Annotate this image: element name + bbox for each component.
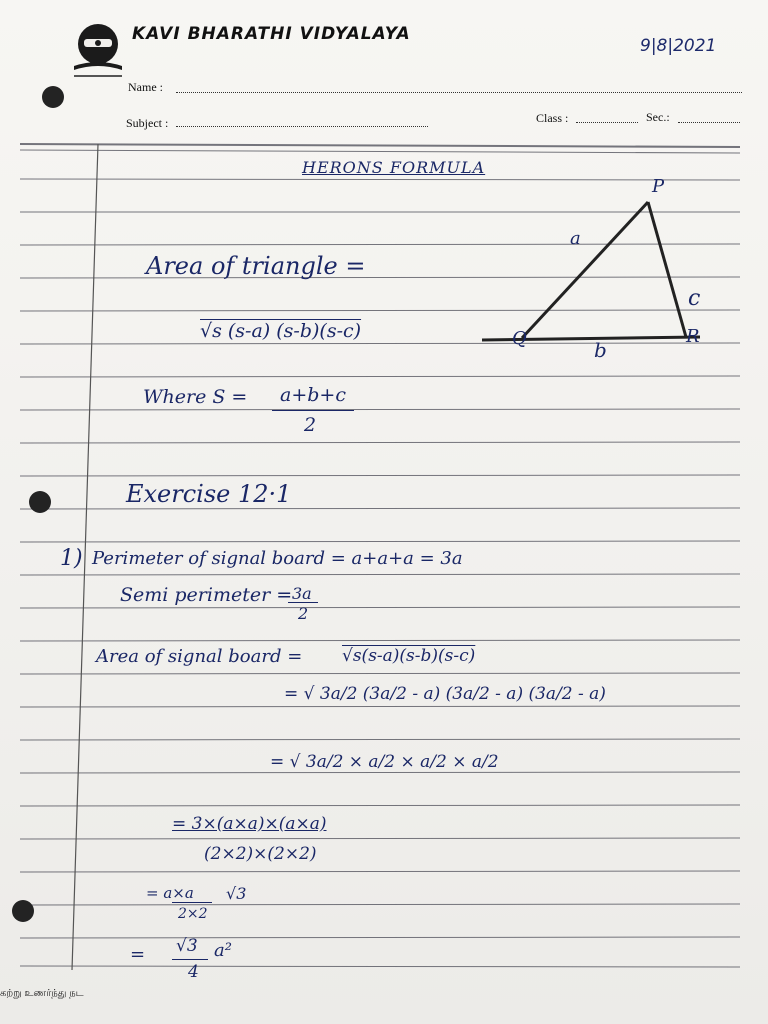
school-logo: [70, 22, 126, 80]
step-4-root: √3: [226, 884, 247, 903]
subject-label: Subject :: [126, 116, 169, 130]
step-4-numerator: = a×a: [146, 884, 194, 902]
handwritten-date: 9|8|2021: [640, 36, 717, 56]
exercise-heading: Exercise 12·1: [126, 480, 292, 508]
step-5-equals: =: [130, 944, 146, 965]
area-signal-board-label: Area of signal board =: [96, 646, 303, 667]
punch-hole: [12, 900, 34, 922]
class-line: [576, 122, 638, 123]
fraction-bar: [272, 410, 354, 411]
sec-label: Sec.:: [646, 110, 670, 124]
area-heading: Area of triangle =: [146, 252, 366, 280]
step-5-denominator: 4: [188, 962, 199, 982]
vertex-p-label: P: [652, 176, 665, 197]
notes-title: HERONS FORMULA: [302, 158, 486, 177]
question-number: 1): [60, 546, 83, 571]
fraction-bar: [288, 602, 318, 603]
vertex-r-label: R: [686, 326, 700, 347]
step-2: = √ 3a/2 × a/2 × a/2 × a/2: [270, 752, 499, 772]
semi-perimeter-label: Semi perimeter =: [120, 584, 293, 606]
step-4-denominator: 2×2: [178, 906, 208, 922]
footer-motto: கற்று உணர்ந்து நட: [0, 988, 84, 999]
vertex-q-label: Q: [512, 328, 527, 349]
semi-perimeter-denominator: 2: [298, 604, 309, 623]
area-signal-board-formula: √s(s-a)(s-b)(s-c): [342, 646, 476, 666]
class-label: Class :: [536, 111, 569, 125]
s-numerator: a+b+c: [280, 384, 346, 406]
where-label: Where S =: [143, 386, 248, 408]
punch-hole: [42, 86, 64, 108]
side-b-label: b: [594, 338, 607, 362]
punch-hole: [29, 491, 51, 513]
fraction-bar: [172, 959, 208, 960]
subject-line: [176, 126, 428, 127]
area-formula: √s (s-a) (s-b)(s-c): [200, 320, 362, 342]
step-1: = √ 3a/2 (3a/2 - a) (3a/2 - a) (3a/2 - a): [284, 684, 606, 704]
side-c-label: c: [688, 286, 701, 311]
step-3-denominator: (2×2)×(2×2): [204, 844, 317, 864]
name-line: [176, 92, 742, 93]
s-denominator: 2: [304, 414, 317, 436]
sec-line: [678, 122, 740, 123]
step-5-tail: a²: [214, 940, 232, 961]
school-name: KAVI BHARATHI VIDYALAYA: [132, 24, 411, 44]
semi-perimeter-numerator: 3a: [292, 584, 312, 603]
step-3-numerator: = 3×(a×a)×(a×a): [172, 814, 327, 834]
name-label: Name :: [128, 80, 163, 94]
side-a-label: a: [570, 228, 581, 249]
step-5-numerator: √3: [176, 936, 198, 956]
fraction-bar: [172, 902, 212, 903]
perimeter-line: Perimeter of signal board = a+a+a = 3a: [92, 548, 463, 569]
